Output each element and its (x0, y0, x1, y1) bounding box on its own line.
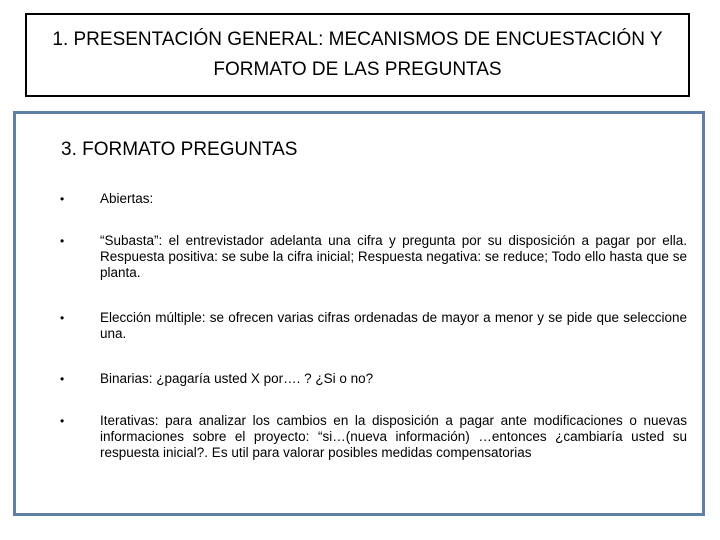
bullet-icon: • (60, 311, 65, 325)
list-item-term: “Subasta” (100, 233, 159, 248)
section-heading: 3. FORMATO PREGUNTAS (61, 139, 298, 160)
list-item-term: Iterativas (100, 413, 155, 428)
list-item-description: : (149, 191, 154, 206)
list-item-description: : para analizar los cambios en la disposición a pagar ante modificaciones o nuevas informaciones sobre el proyecto: “si…(nueva información) …entonces ¿cambiaría usted su respuesta inicial?. Es util para valorar posibles medidas compensatorias (100, 413, 687, 460)
list-item-text (100, 233, 687, 281)
bullet-icon: • (60, 234, 65, 248)
list-item-term: Elección múltiple (100, 310, 202, 325)
list-item-text (100, 413, 687, 461)
bullet-icon: • (60, 372, 65, 386)
list-item-text (100, 310, 687, 342)
slide-title-line-2: FORMATO DE LAS PREGUNTAS (213, 59, 502, 80)
list-item-description: : ¿pagaría usted X por…. ? ¿Si o no? (148, 371, 374, 386)
content-panel (13, 111, 705, 516)
list-item-term: Binarias (100, 371, 149, 386)
slide-title-line-1: 1. PRESENTACIÓN GENERAL: MECANISMOS DE ENCUESTACIÓN Y (52, 29, 663, 50)
list-item-text (100, 191, 687, 207)
list-item-description: : se ofrecen varias cifras ordenadas de mayor a menor y se pide que seleccione una. (100, 310, 687, 341)
list-item-term: Abiertas (100, 191, 150, 206)
bullet-icon: • (60, 414, 65, 428)
bullet-icon: • (60, 192, 65, 206)
list-item-text (100, 371, 687, 387)
list-item-description: : el entrevistador adelanta una cifra y pregunta por su disposición a pagar por ella. Respuesta positiva: se sube la cifra inicial; Respuesta negativa: se reduce; Todo ello hasta que se planta. (100, 233, 687, 280)
slide-title (25, 13, 690, 97)
